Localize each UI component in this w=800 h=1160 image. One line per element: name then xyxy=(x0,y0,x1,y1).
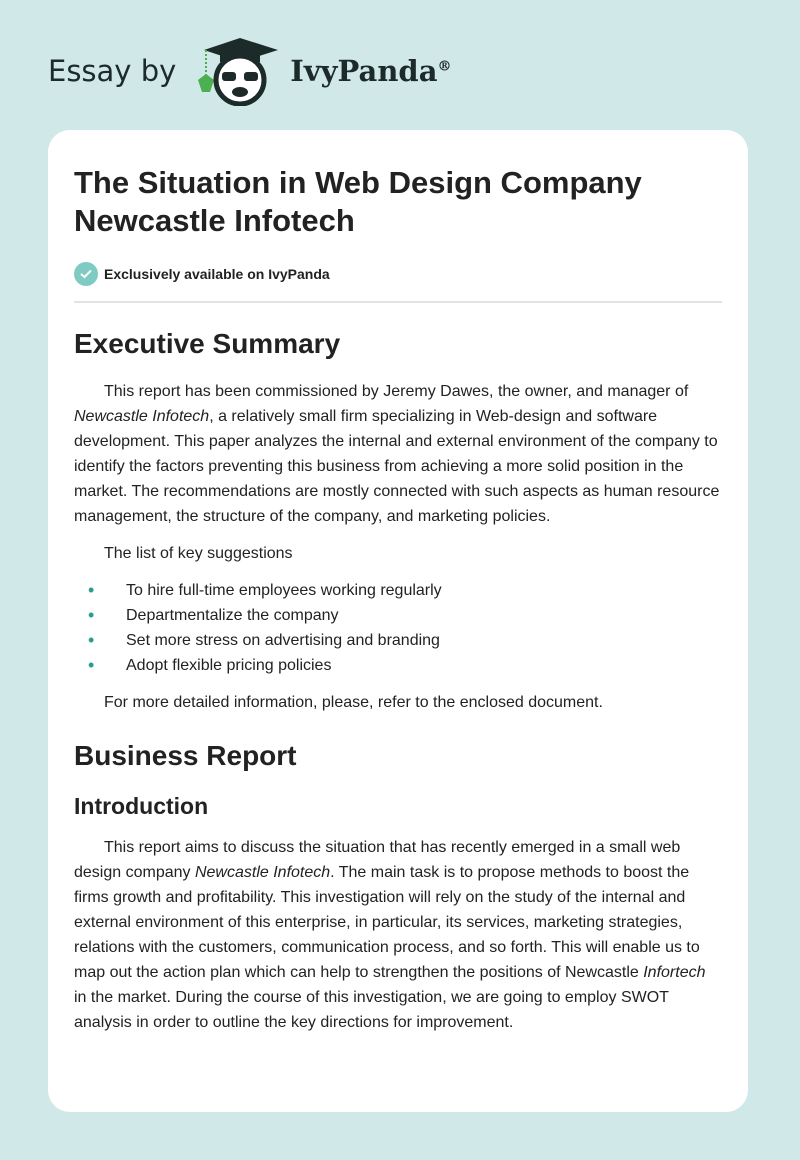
exec-closing: For more detailed information, please, refer to the enclosed document. xyxy=(104,694,603,711)
divider xyxy=(74,301,722,303)
check-icon xyxy=(74,262,98,286)
suggestions-list xyxy=(74,578,722,678)
list-item: • Adopt flexible pricing policies xyxy=(126,653,722,678)
intro-paragraph: This report aims to discuss the situation that has recently emerged in a small web design company Newcastle Infotech. The main task is to propose methods to boost the firms growth and profitability. This investigation will rely on the study of the internal and external environment of this enterprise, in particular, its services, marketing strategies, relations with the customers, communication process, and so forth. This will enable us to map out the action plan which can help to strengthen the positions of Newcastle Infortech in the market. During the course of this investigation, we are going to employ SWOT analysis in order to outline the key directions for improvement. xyxy=(74,839,706,1031)
list-item: • To hire full-time employees working regularly xyxy=(126,578,722,603)
essay-card xyxy=(48,130,748,1112)
executive-summary-heading: Executive Summary xyxy=(74,328,341,359)
badge-text: Exclusively available on IvyPanda xyxy=(104,266,330,282)
introduction-heading: Introduction xyxy=(74,793,209,819)
exec-paragraph: This report has been commissioned by Jeremy Dawes, the owner, and manager of Newcastle Infotech, a relatively small firm specializing in Web-design and software development. This paper analyzes the internal and external environment of the company to identify the factors preventing this business from achieving a more solid position in the market. The recommendations are mostly connected with such aspects as human resource management, the structure of the company, and marketing policies. xyxy=(74,383,720,525)
business-report-heading: Business Report xyxy=(74,740,297,771)
list-item: • Departmentalize the company xyxy=(126,603,722,628)
brand-name[interactable]: IvyPanda® xyxy=(290,54,452,88)
list-item: • Set more stress on advertising and branding xyxy=(126,628,722,653)
panda-logo-icon[interactable] xyxy=(194,36,282,106)
suggestions-intro: The list of key suggestions xyxy=(104,545,293,562)
page-title: The Situation in Web Design Company Newcastle Infotech xyxy=(74,165,642,238)
essay-by-label: Essay by xyxy=(48,54,177,88)
exclusive-badge xyxy=(74,262,722,286)
site-header xyxy=(48,36,452,106)
